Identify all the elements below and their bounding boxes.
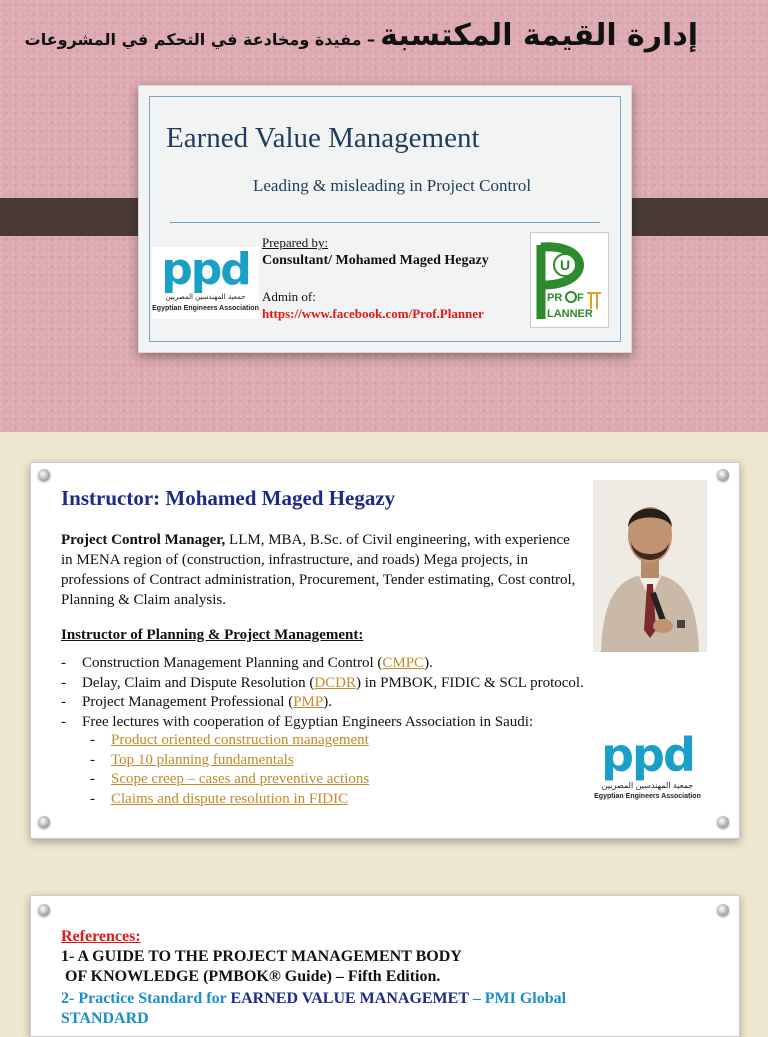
planning-section-heading: Instructor of Planning & Project Management: — [61, 627, 364, 643]
lecture-link[interactable]: Claims and dispute resolution in FIDIC — [111, 790, 349, 807]
list-item: - Product oriented construction management — [90, 732, 369, 748]
references-heading: References: — [61, 928, 141, 945]
lecture-list — [90, 731, 369, 809]
ppd-logo: ppd جمعية المهندسين المصريين Egyptian Engineers Association — [594, 731, 701, 807]
svg-text:LANNER: LANNER — [547, 308, 593, 320]
course-link[interactable]: CMPC — [382, 655, 425, 671]
lecture-link[interactable]: Top 10 planning fundamentals — [111, 751, 294, 768]
pin-icon — [717, 816, 729, 828]
svg-text:U: U — [559, 257, 571, 273]
pin-icon — [717, 904, 729, 916]
arabic-title-sub: – مفيدة ومخادعة في التحكم في المشروعات — [24, 30, 376, 49]
arabic-title-main: إدارة القيمة المكتسبة — [380, 18, 698, 53]
instructor-photo — [593, 480, 707, 652]
instructor-bio: Project Control Manager, LLM, MBA, B.Sc. of Civil engineering, with experience in MENA region of (construction, infrastructure, and roads) Mega projects, in professions of Contract administration, Procurement, Tender estimating, Cost control, Planning & Claim analysis. — [61, 532, 576, 608]
divider — [170, 222, 600, 223]
lecture-link[interactable]: Scope creep – cases and preventive actions — [111, 771, 370, 787]
arabic-title — [25, 18, 698, 53]
ppd-logo: ppd جمعية المهندسين المصريين Egyptian Engineers Association — [152, 247, 259, 319]
pin-icon — [38, 469, 50, 481]
admin-label: Admin of: — [262, 289, 316, 304]
pin-icon — [38, 816, 50, 828]
prepared-by-label: Prepared by: — [262, 235, 329, 250]
reference-2: 2- Practice Standard for EARNED VALUE MANAGEMET – PMI Global STANDARD — [61, 990, 567, 1027]
lecture-link[interactable]: Product oriented construction management — [111, 732, 369, 748]
list-item: - Top 10 planning fundamentals — [90, 751, 294, 768]
slide-title: Earned Value Management — [166, 122, 480, 154]
reference-1: 1- A GUIDE TO THE PROJECT MANAGEMENT BODY OF KNOWLEDGE (PMBOK® Guide) – Fifth Edition. — [61, 948, 462, 985]
svg-text:PR: PR — [547, 292, 563, 304]
course-list — [61, 654, 584, 732]
list-item: - Free lectures with cooperation of Egyptian Engineers Association in Saudi: — [61, 713, 534, 730]
admin-link[interactable]: https://www.facebook.com/Prof.Planner — [262, 306, 484, 321]
prepared-by-name: Consultant/ Mohamed Maged Hegazy — [262, 253, 489, 268]
list-item: - Project Management Professional (PMP). — [61, 694, 332, 710]
list-item: - Scope creep – cases and preventive actions — [90, 771, 370, 787]
prof-planner-logo — [530, 232, 609, 328]
list-item: - Construction Management Planning and Control (CMPC). — [61, 655, 433, 671]
right-band — [613, 198, 768, 236]
slide-subtitle: Leading & misleading in Project Control — [253, 176, 532, 195]
pin-icon — [38, 904, 50, 916]
instructor-title: Instructor: Mohamed Maged Hegazy — [61, 486, 396, 510]
course-link[interactable]: DCDR — [314, 674, 357, 691]
left-band — [0, 198, 155, 236]
pin-icon — [717, 469, 729, 481]
svg-text:F: F — [577, 292, 584, 304]
course-link[interactable]: PMP — [293, 694, 324, 710]
list-item: - Delay, Claim and Dispute Resolution (DCDR) in PMBOK, FIDIC & SCL protocol. — [61, 674, 584, 691]
list-item: - Claims and dispute resolution in FIDIC — [90, 790, 349, 807]
